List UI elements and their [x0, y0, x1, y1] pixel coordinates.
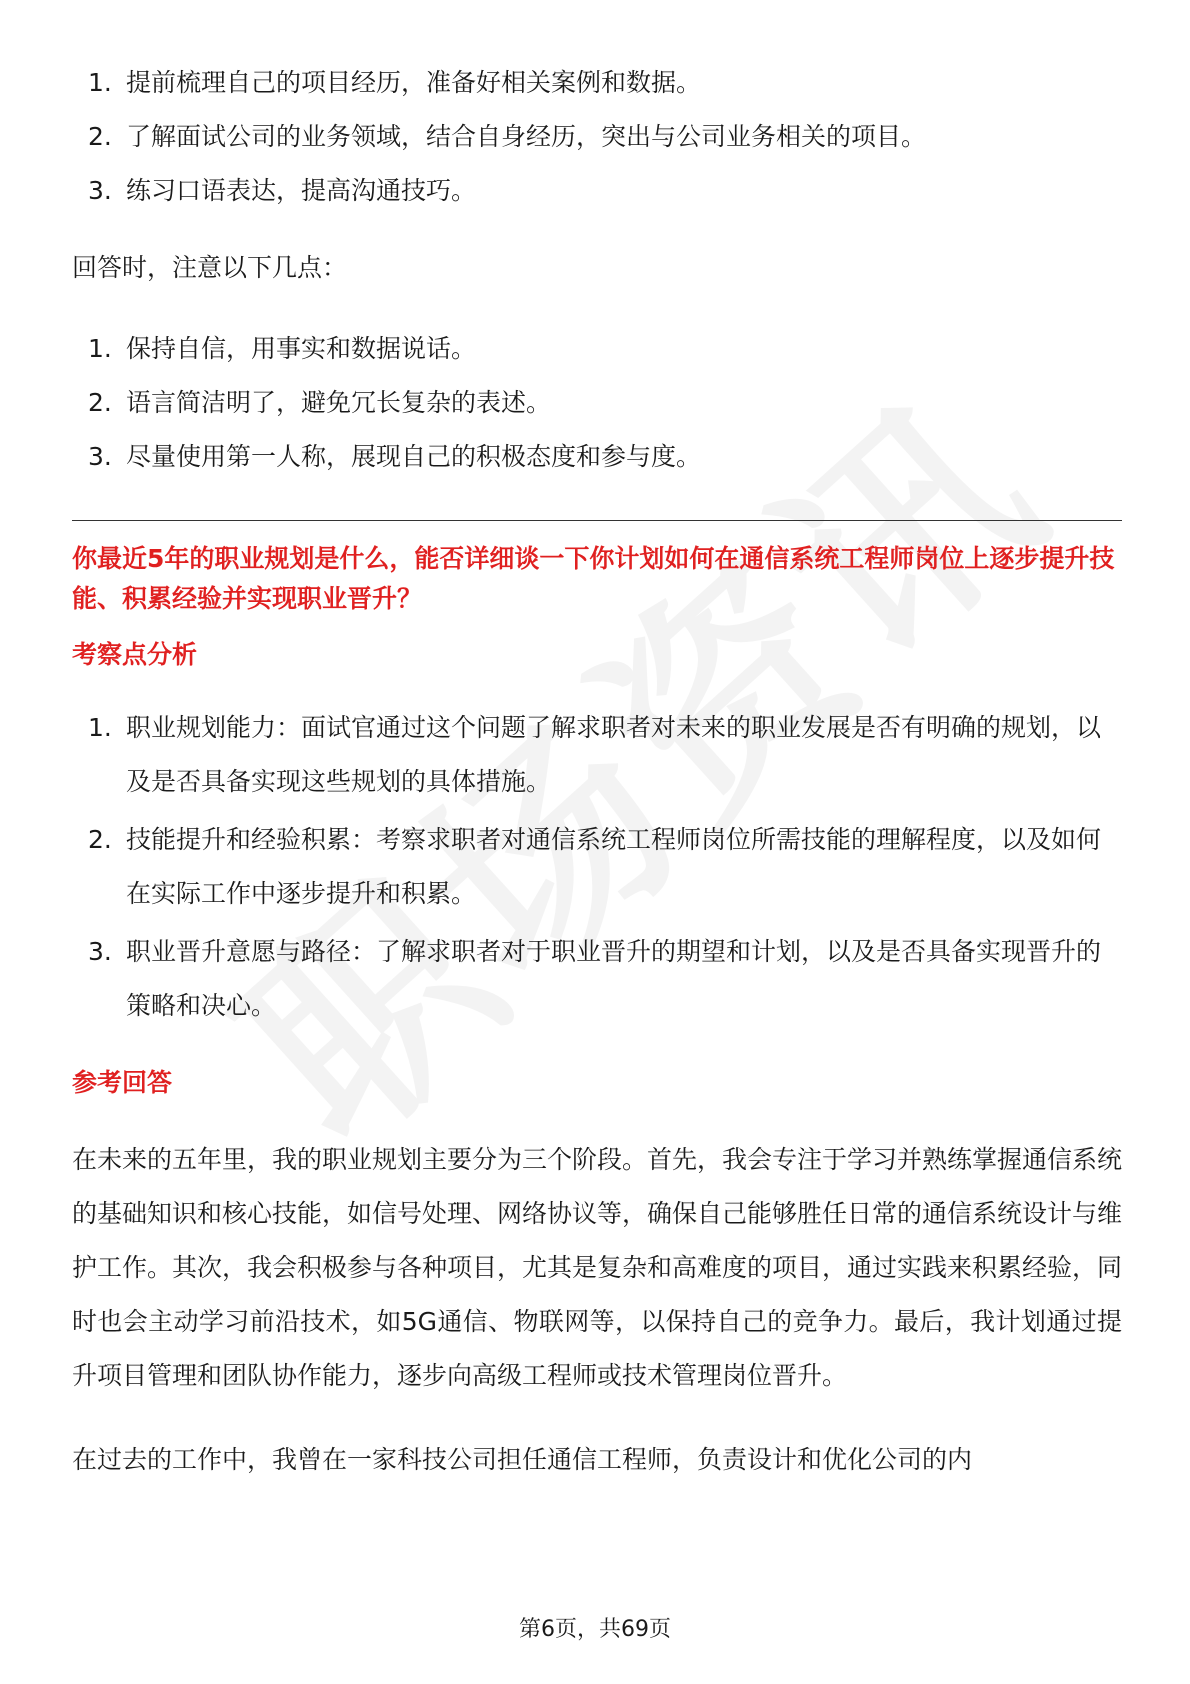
list-item: 1. 保持自信，用事实和数据说话。 — [88, 334, 477, 363]
list-item: 1. 提前梳理自己的项目经历，准备好相关案例和数据。 — [88, 68, 702, 97]
reference-paragraph: 在未来的五年里，我的职业规划主要分为三个阶段。首先，我会专注于学习并熟练掌握通信系统的基础知识和核心技能，如信号处理、网络协议等，确保自己能够胜任日常的通信系统设计与维护工作。其次，我会积极参与各种项目，尤其是复杂和高难度的项目，通过实践来积累经验，同时也会主动学习前沿技术，如5G通信、物联网等，以保持自己的竞争力。最后，我计划通过提升项目管理和团队协作能力，逐步向高级工程师或技术管理岗位晋升。 — [72, 1145, 1123, 1390]
analysis-title: 考察点分析 — [72, 640, 198, 669]
list-item: 2. 语言简洁明了，避免冗长复杂的表述。 — [88, 388, 552, 417]
answer-tips-list — [72, 322, 1122, 484]
analysis-list — [72, 701, 1122, 1033]
list-item: 2. 了解面试公司的业务领域，结合自身经历，突出与公司业务相关的项目。 — [88, 122, 927, 151]
list-item: 2. 技能提升和经验积累：考察求职者对通信系统工程师岗位所需技能的理解程度，以及如何在实际工作中逐步提升和积累。 — [88, 825, 1102, 908]
prep-list — [72, 56, 1122, 218]
page-number: 第6页，共69页 — [519, 1617, 671, 1642]
reference-title: 参考回答 — [72, 1068, 173, 1097]
page-content — [72, 56, 1122, 1487]
list-item: 3. 职业晋升意愿与路径：了解求职者对于职业晋升的期望和计划，以及是否具备实现晋升的策略和决心。 — [88, 937, 1102, 1020]
list-item: 1. 职业规划能力：面试官通过这个问题了解求职者对未来的职业发展是否有明确的规划，以及是否具备实现这些规划的具体措施。 — [88, 713, 1102, 796]
list-item: 3. 尽量使用第一人称，展现自己的积极态度和参与度。 — [88, 442, 702, 471]
list-item: 3. 练习口语表达，提高沟通技巧。 — [88, 176, 477, 205]
reference-paragraph-continued: 在过去的工作中，我曾在一家科技公司担任通信工程师，负责设计和优化公司的内 — [72, 1445, 973, 1474]
section-divider — [72, 520, 1122, 521]
intro-text: 回答时，注意以下几点： — [72, 253, 348, 282]
question-heading: 你最近5年的职业规划是什么，能否详细谈一下你计划如何在通信系统工程师岗位上逐步提升技能、积累经验并实现职业晋升？ — [72, 544, 1115, 613]
